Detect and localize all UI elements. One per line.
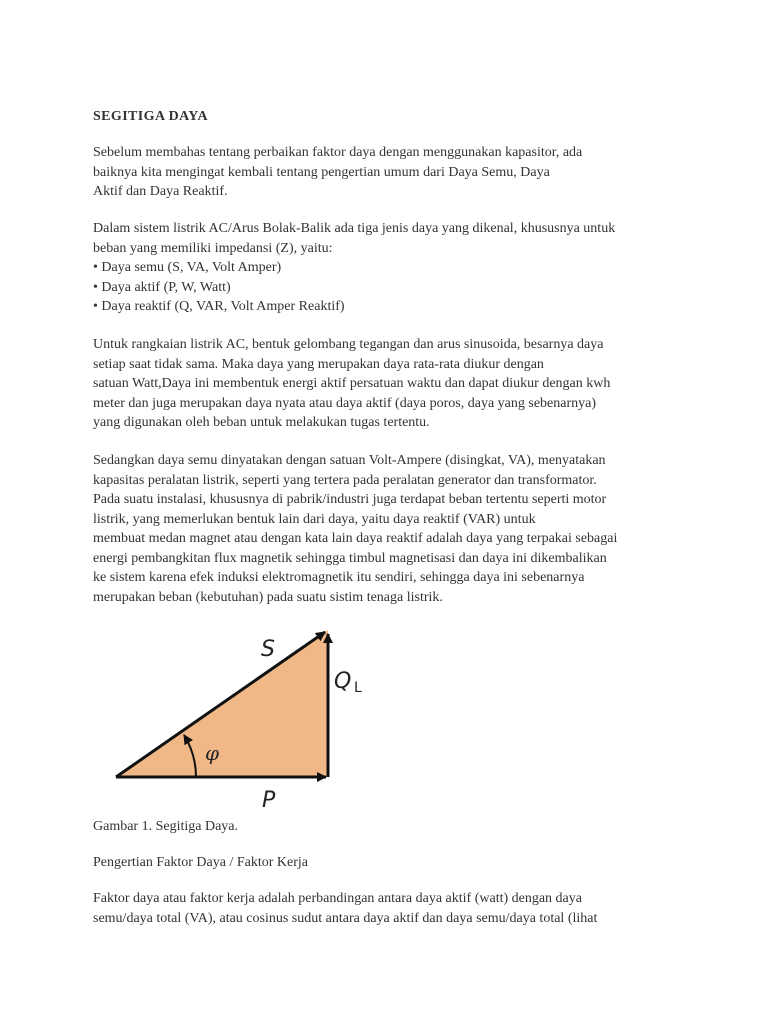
power-factor-paragraph — [93, 889, 597, 928]
list-item: • Daya semu (S, VA, Volt Amper) — [93, 260, 282, 275]
label-q-subscript: L — [354, 680, 362, 696]
text-line: merupakan beban (kebutuhan) pada suatu sistim tenaga listrik. — [93, 589, 443, 605]
label-p: P — [262, 788, 276, 813]
text-line: setiap saat tidak sama. Maka daya yang merupakan daya rata-rata diukur dengan — [93, 356, 544, 372]
power-triangle-figure — [108, 622, 368, 818]
power-types-paragraph — [93, 219, 615, 317]
text-line: satuan Watt,Daya ini membentuk energi aktif persatuan waktu dan dapat diukur dengan kwh — [93, 376, 611, 391]
text-line: Dalam sistem listrik AC/Arus Bolak-Balik ada tiga jenis daya yang dikenal, khususnya untuk — [93, 221, 616, 236]
ac-paragraph — [93, 335, 610, 433]
text-line: Sebelum membahas tentang perbaikan faktor daya dengan menggunakan kapasitor, ada — [93, 145, 583, 160]
text-line: beban yang memiliki impedansi (Z), yaitu: — [93, 240, 333, 256]
page-title: SEGITIGA DAYA — [93, 109, 209, 124]
apparent-power-paragraph — [93, 451, 617, 607]
text-line: ke sistem karena efek induksi elektromagnetik itu sendiri, sehingga daya ini sebenarnya — [93, 570, 585, 585]
text-line: meter dan juga merupakan daya nyata atau daya aktif (daya poros, daya yang sebenarnya) — [93, 395, 596, 411]
text-line: membuat medan magnet atau dengan kata lain daya reaktif adalah daya yang terpakai sebagai — [93, 531, 618, 546]
label-q: Q — [334, 669, 352, 694]
power-triangle-diagram — [108, 622, 368, 818]
list-item: • Daya aktif (P, W, Watt) — [93, 279, 231, 295]
figure-caption: Gambar 1. Segitiga Daya. — [93, 819, 239, 834]
intro-paragraph — [93, 143, 582, 202]
text-line: energi pembangkitan flux magnetik sehingga timbul magnetisasi dan daya ini dikembalikan — [93, 550, 607, 566]
text-line: Sedangkan daya semu dinyatakan dengan satuan Volt-Ampere (disingkat, VA), menyatakan — [93, 453, 606, 468]
text-line: Faktor daya atau faktor kerja adalah perbandingan antara daya aktif (watt) dengan daya — [93, 891, 582, 906]
section-subheading: Pengertian Faktor Daya / Faktor Kerja — [93, 855, 308, 870]
text-line: semu/daya total (VA), atau cosinus sudut antara daya aktif dan daya semu/daya total (lihat — [93, 910, 598, 926]
text-line: baiknya kita mengingat kembali tentang pengertian umum dari Daya Semu, Daya — [93, 164, 550, 180]
list-item: • Daya reaktif (Q, VAR, Volt Amper Reaktif) — [93, 299, 345, 314]
label-s: S — [261, 637, 275, 662]
label-phi: φ — [205, 741, 220, 765]
text-line: yang digunakan oleh beban untuk melakukan tugas tertentu. — [93, 415, 430, 430]
text-line: Untuk rangkaian listrik AC, bentuk gelombang tegangan dan arus sinusoida, besarnya daya — [93, 337, 604, 352]
text-line: listrik, yang memerlukan bentuk lain dari daya, yaitu daya reaktif (VAR) untuk — [93, 511, 536, 527]
text-line: Pada suatu instalasi, khususnya di pabrik/industri juga terdapat beban tertentu seperti motor — [93, 492, 607, 507]
text-line: kapasitas peralatan listrik, seperti yang tertera pada peralatan generator dan transformator. — [93, 472, 597, 488]
text-line: Aktif dan Daya Reaktif. — [93, 184, 228, 199]
